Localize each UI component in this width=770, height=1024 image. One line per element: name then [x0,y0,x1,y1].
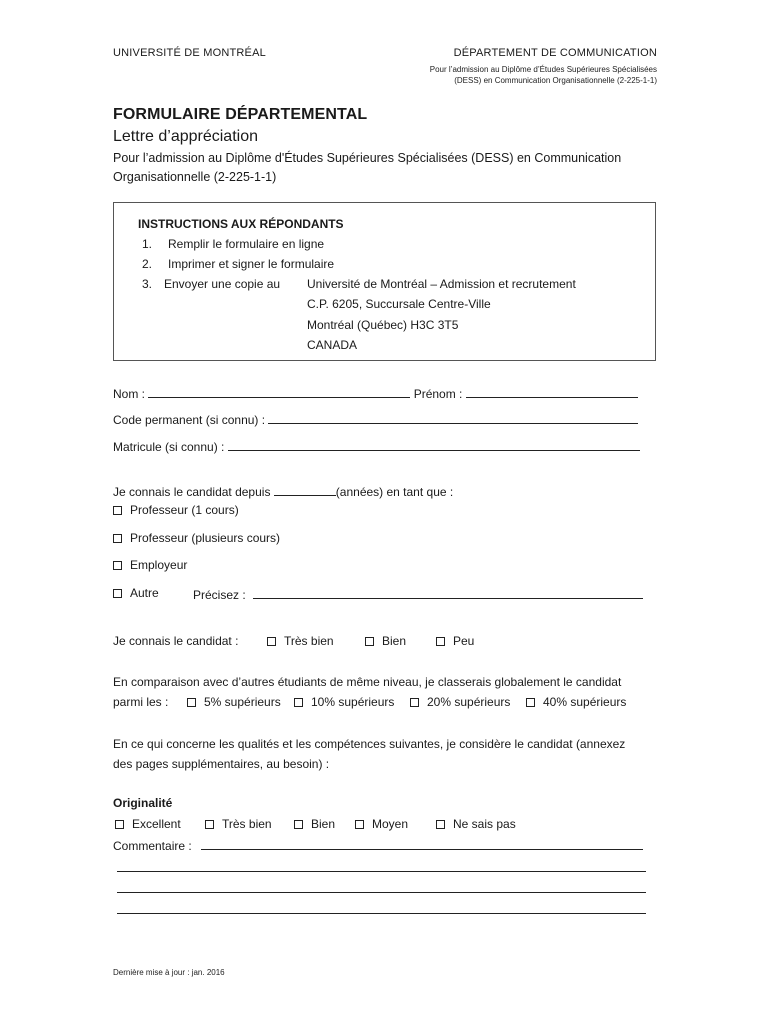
nom-label: Nom : [113,387,146,401]
comment-line-4[interactable] [117,913,646,914]
knowledge-option-peu[interactable] [436,634,474,648]
checkbox[interactable] [113,534,122,543]
relation-suffix: (années) en tant que : [335,485,454,499]
knowledge-option-label: Très bien [284,634,334,648]
instruction-item-3 [142,277,280,291]
relation-option-1[interactable] [113,503,239,517]
instruction-text: Envoyer une copie au [164,277,281,291]
code-permanent-label: Code permanent (si connu) : [113,413,266,427]
header-subtitle-line2: (DESS) en Communication Organisationnelle (2-225-1-1) [454,76,657,85]
checkbox[interactable] [294,698,303,707]
checkbox[interactable] [355,820,364,829]
relation-option-label: Professeur (1 cours) [130,503,239,517]
checkbox[interactable] [410,698,419,707]
originality-option-label: Moyen [372,817,409,831]
matricule-label: Matricule (si connu) : [113,440,225,454]
checkbox[interactable] [365,637,374,646]
header-subtitle-line1: Pour l’admission au Diplôme d’Études Supérieures Spécialisées [429,65,657,74]
originality-option-label: Excellent [132,817,181,831]
comment-input-line[interactable] [201,837,643,850]
relation-option-4[interactable] [113,586,159,600]
ranking-option-label: 20% supérieurs [427,695,511,709]
form-description: Pour l’admission au Diplôme d'Études Supérieures Spécialisées (DESS) en Communication Organisationnelle (2-225-1-1) [113,151,622,184]
relation-option-label: Professeur (plusieurs cours) [130,531,281,545]
checkbox[interactable] [205,820,214,829]
originality-option-label: Très bien [222,817,272,831]
precisez-input-line[interactable] [253,586,643,599]
years-input-line[interactable] [274,483,336,496]
prenom-input-line[interactable] [466,385,638,398]
precisez-row [193,586,643,602]
qualities-text-line1: En ce qui concerne les qualités et les compétences suivantes, je considère le candidat (annexez [113,737,626,751]
address-line-3: Montréal (Québec) H3C 3T5 [307,318,459,332]
originality-option-label: Ne sais pas [453,817,516,831]
ranking-prefix: parmi les : [113,695,169,709]
relation-option-2[interactable] [113,531,280,545]
precisez-label: Précisez : [193,588,246,602]
originality-title: Originalité [113,796,173,810]
qualities-text-line2: des pages supplémentaires, au besoin) : [113,757,330,771]
department-name: DÉPARTEMENT DE COMMUNICATION [453,47,657,59]
knowledge-option-label: Bien [382,634,407,648]
relation-prefix: Je connais le candidat depuis [113,485,271,499]
instruction-text: Remplir le formulaire en ligne [168,237,325,251]
instruction-item-2 [142,257,334,271]
relation-row [113,483,453,499]
checkbox[interactable] [436,637,445,646]
originality-option-tres-bien[interactable] [205,817,272,831]
knowledge-option-bien[interactable] [365,634,406,648]
ranking-text: En comparaison avec d’autres étudiants de même niveau, je classerais globalement le candidat [113,675,622,689]
checkbox[interactable] [113,506,122,515]
knowledge-option-tres-bien[interactable] [267,634,334,648]
instructions-title: INSTRUCTIONS AUX RÉPONDANTS [138,217,344,231]
form-title: FORMULAIRE DÉPARTEMENTAL [113,106,368,123]
ranking-option-label: 10% supérieurs [311,695,395,709]
relation-option-label: Autre [130,586,159,600]
instruction-number: 2. [142,257,153,271]
checkbox[interactable] [187,698,196,707]
originality-option-label: Bien [311,817,336,831]
instruction-number: 3. [142,277,153,291]
knowledge-option-label: Peu [453,634,475,648]
matricule-row [113,438,640,454]
ranking-option-20[interactable] [410,695,510,709]
comment-line-3[interactable] [117,892,646,893]
instruction-number: 1. [142,237,153,251]
checkbox[interactable] [115,820,124,829]
nom-input-line[interactable] [148,385,410,398]
knowledge-label: Je connais le candidat : [113,634,239,648]
code-permanent-input-line[interactable] [268,411,638,424]
checkbox[interactable] [113,589,122,598]
ranking-option-label: 40% supérieurs [543,695,627,709]
matricule-input-line[interactable] [228,438,640,451]
ranking-option-label: 5% supérieurs [204,695,281,709]
comment-label: Commentaire : [113,839,192,853]
address-line-4: CANADA [307,338,358,352]
checkbox[interactable] [113,561,122,570]
prenom-label: Prénom : [413,387,463,401]
last-updated: Dernière mise à jour : jan. 2016 [113,968,225,977]
ranking-option-40[interactable] [526,695,626,709]
originality-option-ne-sais-pas[interactable] [436,817,516,831]
checkbox[interactable] [526,698,535,707]
instruction-text: Imprimer et signer le formulaire [168,257,335,271]
originality-option-bien[interactable] [294,817,335,831]
originality-option-moyen[interactable] [355,817,408,831]
form-subtitle: Lettre d’appréciation [113,128,258,145]
originality-option-excellent[interactable] [115,817,181,831]
ranking-option-10[interactable] [294,695,394,709]
checkbox[interactable] [267,637,276,646]
nom-row [113,385,638,401]
ranking-option-5[interactable] [187,695,281,709]
code-permanent-row [113,411,638,427]
comment-row [113,837,643,853]
address-line-1: Université de Montréal – Admission et recrutement [307,277,576,291]
checkbox[interactable] [436,820,445,829]
checkbox[interactable] [294,820,303,829]
instruction-item-1 [142,237,324,251]
relation-option-3[interactable] [113,558,187,572]
university-name: UNIVERSITÉ DE MONTRÉAL [113,47,266,59]
comment-line-2[interactable] [117,871,646,872]
address-line-2: C.P. 6205, Succursale Centre-Ville [307,297,491,311]
relation-option-label: Employeur [130,558,188,572]
